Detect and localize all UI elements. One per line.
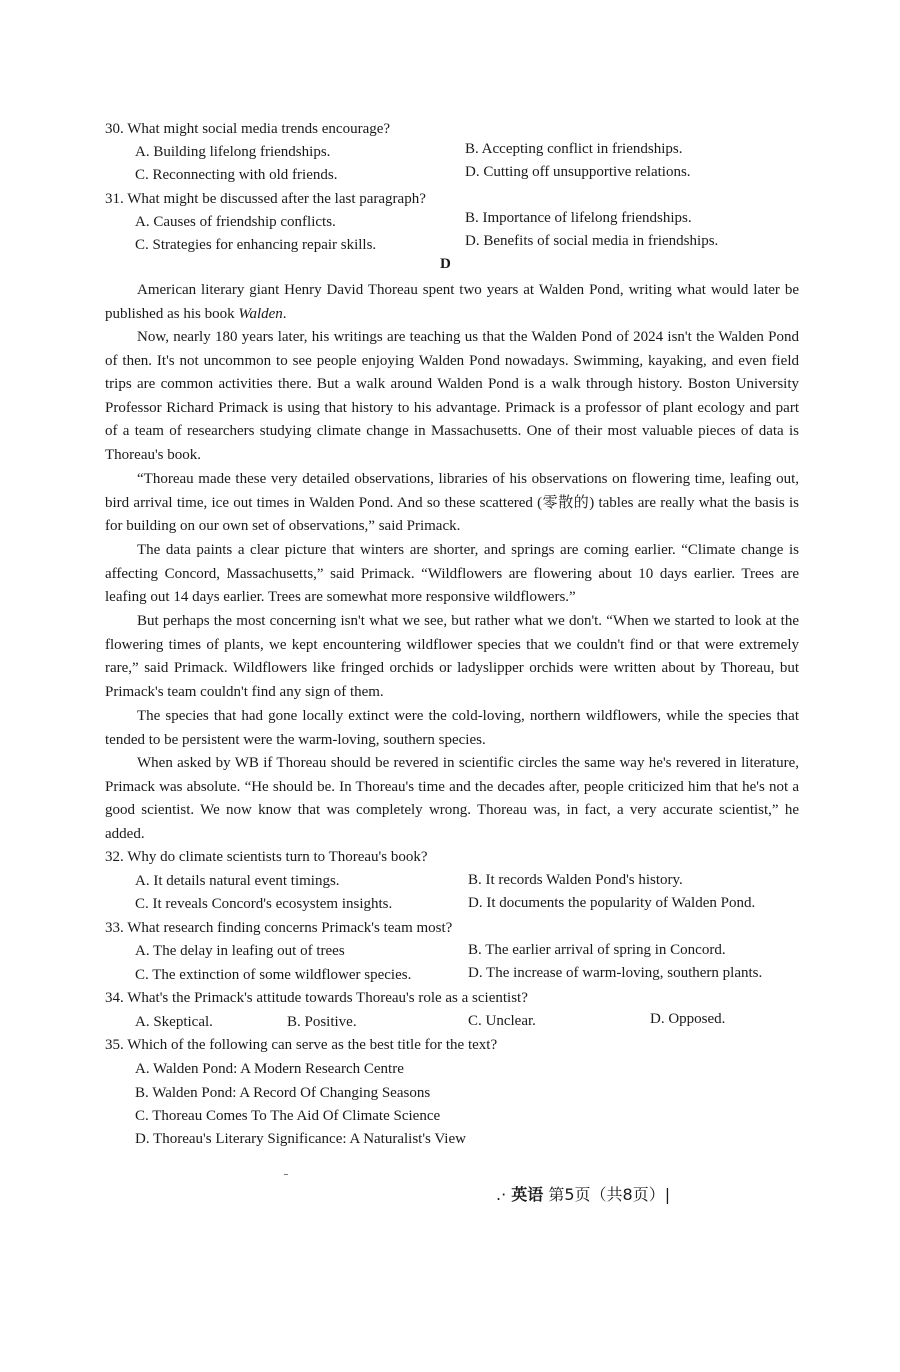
q30-stem: 30. What might social media trends encourage?: [105, 121, 391, 137]
q30-option-c: C. Reconnecting with old friends.: [135, 167, 338, 183]
q35-option-c: C. Thoreau Comes To The Aid Of Climate Science: [135, 1108, 441, 1124]
q32-option-c: C. It reveals Concord's ecosystem insights.: [135, 896, 393, 912]
q30-option-b: B. Accepting conflict in friendships.: [465, 141, 683, 157]
q31-option-c: C. Strategies for enhancing repair skills.: [135, 237, 377, 253]
q33-option-d: D. The increase of warm-loving, southern plants.: [468, 965, 763, 981]
q31-option-a: A. Causes of friendship conflicts.: [135, 214, 336, 230]
passage-paragraph-7: When asked by WB if Thoreau should be revered in scientific circles the same way he's revered in literature, Primack was absolute. “He should be. In Thoreau's time and the decades after, people criticized him that he's not a good scientist. We now know that was completely wrong. Thoreau was, in fact, a very accurate scientist,” he added.: [105, 755, 799, 842]
passage-paragraph-3: “Thoreau made these very detailed observations, libraries of his observations on flowering time, leafing out, bird arrival time, ice out times in Walden Pond. And so these scattered (零散的) tables are really what the basis is for building on our own set of observations,” said Primack.: [105, 471, 799, 535]
footer-subject: 英语: [511, 1185, 544, 1204]
q34-option-a: A. Skeptical.: [135, 1014, 213, 1030]
p1-end: .: [282, 305, 287, 322]
q35-option-d: D. Thoreau's Literary Significance: A Naturalist's View: [135, 1131, 466, 1147]
passage-paragraph-2: Now, nearly 180 years later, his writings are teaching us that the Walden Pond of 2024 isn't the Walden Pond of then. It's not uncommon to see people enjoying Walden Pond nowadays. Swimming, kayaking, and even field trips are common activities there. But a walk around Walden Pond is a walk through history. Boston University Professor Richard Primack is using that history to his advantage. Primack is a professor of plant ecology and part of a team of researchers studying climate change in Massachusetts. One of their most valuable pieces of data is Thoreau's book.: [105, 329, 799, 463]
q32-stem: 32. Why do climate scientists turn to Thoreau's book?: [105, 849, 428, 865]
q33-option-a: A. The delay in leafing out of trees: [135, 943, 345, 959]
footer-bar: |: [664, 1185, 671, 1204]
q35-option-b: B. Walden Pond: A Record Of Changing Seasons: [135, 1085, 431, 1101]
section-title: D: [440, 256, 451, 272]
passage-paragraph-1: [105, 279, 799, 326]
q32-option-a: A. It details natural event timings.: [135, 873, 340, 889]
q34-option-b: B. Positive.: [287, 1014, 357, 1030]
q35-stem: 35. Which of the following can serve as the best title for the text?: [105, 1037, 498, 1053]
q33-option-c: C. The extinction of some wildflower species.: [135, 967, 412, 983]
q34-option-c: C. Unclear.: [468, 1013, 536, 1029]
passage-paragraph-4: The data paints a clear picture that winters are shorter, and springs are coming earlier. “Climate change is affecting Concord, Massachusetts,” said Primack. “Wildflowers are flowering about 10 days earlier. Trees are leafing out 14 days earlier. Trees are somewhat more responsive wildflowers.”: [105, 542, 799, 606]
footer-prefix: .·: [496, 1185, 507, 1204]
footer-page-number: 第5页（共8页）: [548, 1185, 665, 1204]
q31-stem: 31. What might be discussed after the last paragraph?: [105, 191, 426, 207]
q34-option-d: D. Opposed.: [650, 1011, 726, 1027]
q32-option-d: D. It documents the popularity of Walden Pond.: [468, 895, 756, 911]
q33-option-b: B. The earlier arrival of spring in Concord.: [468, 942, 726, 958]
stray-mark: [284, 1174, 288, 1175]
q31-option-b: B. Importance of lifelong friendships.: [465, 210, 692, 226]
q32-option-b: B. It records Walden Pond's history.: [468, 872, 683, 888]
book-title: Walden: [238, 305, 283, 322]
q31-option-d: D. Benefits of social media in friendships.: [465, 233, 719, 249]
page-footer: [496, 1182, 670, 1205]
q34-stem: 34. What's the Primack's attitude towards Thoreau's role as a scientist?: [105, 990, 528, 1006]
q33-stem: 33. What research finding concerns Primack's team most?: [105, 920, 453, 936]
q30-option-d: D. Cutting off unsupportive relations.: [465, 164, 691, 180]
passage-paragraph-6: The species that had gone locally extinct were the cold-loving, northern wildflowers, while the species that tended to be persistent were the warm-loving, southern species.: [105, 708, 799, 748]
q30-option-a: A. Building lifelong friendships.: [135, 144, 331, 160]
p1-text: American literary giant Henry David Thoreau spent two years at Walden Pond, writing what would later be published as his book: [105, 282, 799, 322]
q35-option-a: A. Walden Pond: A Modern Research Centre: [135, 1061, 404, 1077]
passage-paragraph-5: But perhaps the most concerning isn't what we see, but rather what we don't. “When we started to look at the flowering times of plants, we kept encountering wildflower species that we couldn't find or that were extremely rare,” said Primack. Wildflowers like fringed orchids or ladyslipper orchids were written about by Thoreau, but Primack's team couldn't find any sign of them.: [105, 613, 799, 700]
